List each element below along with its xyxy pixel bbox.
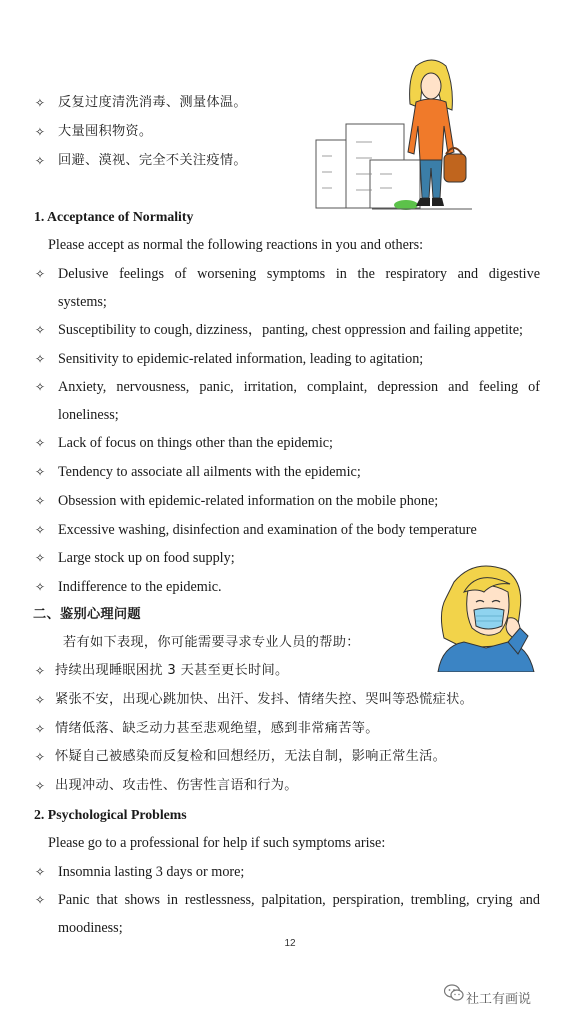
bullet-icon: ✧ xyxy=(34,750,46,764)
bullet-icon: ✧ xyxy=(34,465,46,479)
bullet-icon: ✧ xyxy=(34,580,46,594)
section-heading: 2. Psychological Problems xyxy=(34,807,187,822)
section-intro: Please go to a professional for help if such symptoms arise: xyxy=(48,835,386,851)
bullet-icon: ✧ xyxy=(34,865,46,879)
section-heading: 1. Acceptance of Normality xyxy=(34,209,194,224)
bullet-icon: ✧ xyxy=(34,323,46,337)
bullet-icon: ✧ xyxy=(34,722,46,736)
watermark-label: 社工有画说 xyxy=(466,992,532,1007)
bullet-icon: ✧ xyxy=(34,779,46,793)
bullet-icon: ✧ xyxy=(34,154,46,168)
bullet-icon: ✧ xyxy=(34,380,46,394)
section-intro: Please accept as normal the following reactions in you and others: xyxy=(48,237,424,253)
section-heading: 二、鉴别心理问题 xyxy=(33,607,141,622)
bullet-icon: ✧ xyxy=(34,693,46,707)
bullet-icon: ✧ xyxy=(34,125,46,139)
bullet-icon: ✧ xyxy=(34,893,46,907)
bullet-icon: ✧ xyxy=(34,494,46,508)
wechat-icon xyxy=(444,984,464,1002)
page-number: 12 xyxy=(284,938,296,949)
bullet-icon: ✧ xyxy=(34,523,46,537)
woman-with-bag-illustration xyxy=(312,56,478,214)
bullet-icon: ✧ xyxy=(34,96,46,110)
document-page: ✧ 反复过度清洗消毒、测量体温。 ✧ 大量囤积物资。 ✧ 回避、漠视、完全不关注疫情。 1. Acceptance of Normality Please accept as normal the following reactions in you and others: ✧ Delusive feelings of worsening symptoms in the respiratory and digestive systems; ✧ Susceptibility to cough, dizziness，panting, chest oppression and failing appetite; ✧ Sensitivity to epidemic-related information, leading to agitation; ✧ Anxiety, nervousness, panic, irritation, complaint, depression and feeling of loneliness; ✧ Lack of focus on things other than the epidemic; ✧ Tendency to associate all ailments with the epidemic; ✧ Obsession with epidemic-related information on the mobile phone; ✧ Excessive washing, disinfection and examination of the body temperature ✧ Large stock up on food supply; ✧ Indifference to the epidemic. 二、鉴别心理问题 若有如下表现，你可能需要寻求专业人员的帮助： ✧ 持续出现睡眠困扰 3 天甚至更长时间。 ✧ 紧张不安，出现心跳加快、出汗、发抖、情绪失控、哭叫等恐慌症状。 ✧ 情绪低落、缺乏动力甚至悲观绝望，感到非常痛苦等。 ✧ 怀疑自己被感染而反复检和回想经历，无法自制，影响正常生活。 ✧ 出现冲动、攻击性、伤害性言语和行为。 2. Psychological Problems Please go to a professional for help if such symptoms arise: ✧ Insomnia lasting 3 days or more; ✧ Panic that shows in restlessness, palpitation, perspiration, trembling, crying and moodiness; 12 社工有画说 xyxy=(0,0,580,1024)
bullet-icon: ✧ xyxy=(34,352,46,366)
bullet-icon: ✧ xyxy=(34,551,46,565)
section-intro: 若有如下表现，你可能需要寻求专业人员的帮助： xyxy=(63,635,360,650)
bullet-icon: ✧ xyxy=(34,664,46,678)
bullet-icon: ✧ xyxy=(34,436,46,450)
bullet-icon: ✧ xyxy=(34,267,46,281)
